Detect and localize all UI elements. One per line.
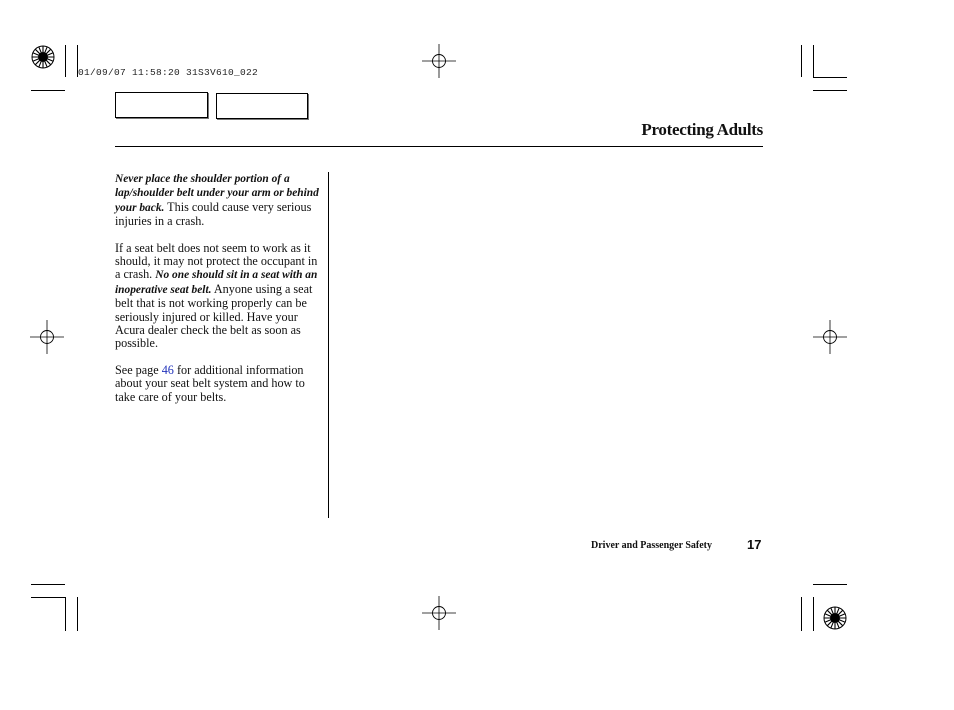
nav-tab-box-left[interactable]: [115, 92, 208, 118]
print-stamp: 01/09/07 11:58:20 31S3V610_022: [78, 67, 259, 78]
paragraph-text: If a seat belt does not seem to work as it should, it may not protect the occupant in a crash.: [115, 240, 318, 282]
page-title: Protecting Adults: [641, 120, 763, 139]
footer-section-title: Driver and Passenger Safety: [591, 540, 713, 551]
column-divider: [328, 172, 329, 518]
warning-emphasis: Never place the shoulder portion of a lap/shoulder belt under your arm or behind your back.: [115, 173, 319, 214]
paragraph-text: See page: [115, 362, 162, 377]
registration-sunburst-icon: [31, 45, 55, 69]
paragraph-text: for additional information about your seat belt system and how to take care of your belts.: [115, 362, 305, 404]
crosshair-icon: [813, 320, 847, 354]
paragraph-inoperative-belt: [115, 242, 323, 351]
crosshair-icon: [422, 596, 456, 630]
header-rule: [115, 146, 763, 147]
nav-tab-box-right[interactable]: [216, 93, 308, 119]
registration-sunburst-icon: [823, 606, 847, 630]
crosshair-icon: [422, 44, 456, 78]
body-column: [115, 172, 323, 417]
paragraph-text: Anyone using a seat belt that is not working properly can be seriously injured or killed. Have your Acura dealer check the belt as soon as possible.: [115, 281, 313, 351]
warning-emphasis: No one should sit in a seat with an inoperative seat belt.: [115, 269, 318, 296]
page-link[interactable]: 46: [161, 362, 174, 377]
paragraph-shoulder-belt: [115, 172, 323, 229]
crosshair-icon: [30, 320, 64, 354]
page-number: 17: [747, 537, 762, 552]
paragraph-see-page: [115, 364, 323, 404]
paragraph-text: This could cause very serious injuries in a crash.: [115, 199, 312, 229]
